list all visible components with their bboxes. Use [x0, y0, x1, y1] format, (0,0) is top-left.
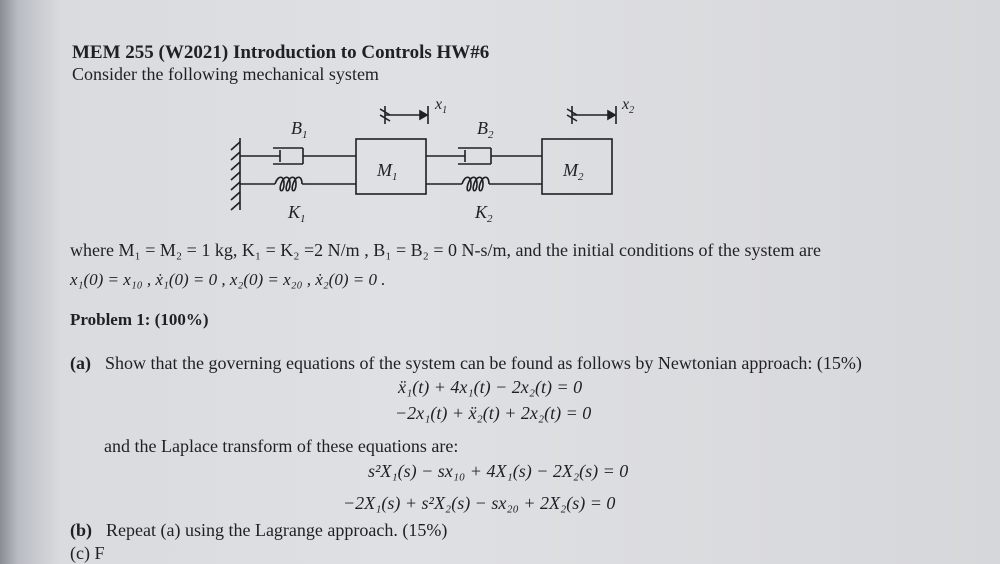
- laplace-intro: and the Laplace transform of these equations are:: [104, 436, 459, 456]
- damper-b1: [240, 148, 356, 164]
- label-b2: $B_2$: [477, 118, 494, 141]
- problem-heading: Problem 1: (100%): [70, 310, 209, 329]
- label-m2: $M_2$: [563, 160, 584, 183]
- problem-intro: Consider the following mechanical system: [72, 64, 379, 84]
- label-x1: $x_1$: [435, 96, 448, 116]
- spring-k2: [426, 177, 542, 191]
- part-c-fragment: (c) F: [70, 543, 105, 563]
- part-b-text: Repeat (a) using the Lagrange approach. (15%): [106, 520, 448, 540]
- spring-k1: [240, 177, 356, 191]
- part-b: [70, 520, 447, 541]
- parameter-values: where M₁ = M₂ = 1 kg, K₁ = K₂ =2 N/m , B₁ = B₂ = 0 N-s/m, and the initial conditions of the system are: [70, 240, 821, 260]
- label-x2: $x_2$: [622, 96, 635, 116]
- label-k1: $K_1$: [288, 202, 306, 225]
- equation-1: ẍ₁(t) + 4x₁(t) − 2x₂(t) = 0: [398, 377, 583, 397]
- label-k2: $K_2$: [475, 202, 493, 225]
- part-a-label: (a): [70, 353, 91, 373]
- document-title: MEM 255 (W2021) Introduction to Controls HW#6: [72, 42, 490, 63]
- part-a-text: Show that the governing equations of the system can be found as follows by Newtonian approach: (15%): [105, 353, 862, 373]
- initial-conditions: x₁(0) = x₁₀ , ẋ₁(0) = 0 , x₂(0) = x₂₀ , ẋ₂(0) = 0 .: [70, 270, 386, 289]
- part-a: [70, 353, 862, 374]
- mechanical-system-diagram: [225, 92, 645, 232]
- part-b-label: (b): [70, 520, 92, 540]
- label-m1: $M_1$: [377, 160, 398, 183]
- damper-b2: [426, 148, 542, 164]
- equation-3: s²X₁(s) − sx₁₀ + 4X₁(s) − 2X₂(s) = 0: [368, 461, 629, 481]
- equation-2: −2x₁(t) + ẍ₂(t) + 2x₂(t) = 0: [395, 403, 592, 423]
- equation-4: −2X₁(s) + s²X₂(s) − sx₂₀ + 2X₂(s) = 0: [343, 493, 616, 513]
- label-b1: $B_1$: [291, 118, 308, 141]
